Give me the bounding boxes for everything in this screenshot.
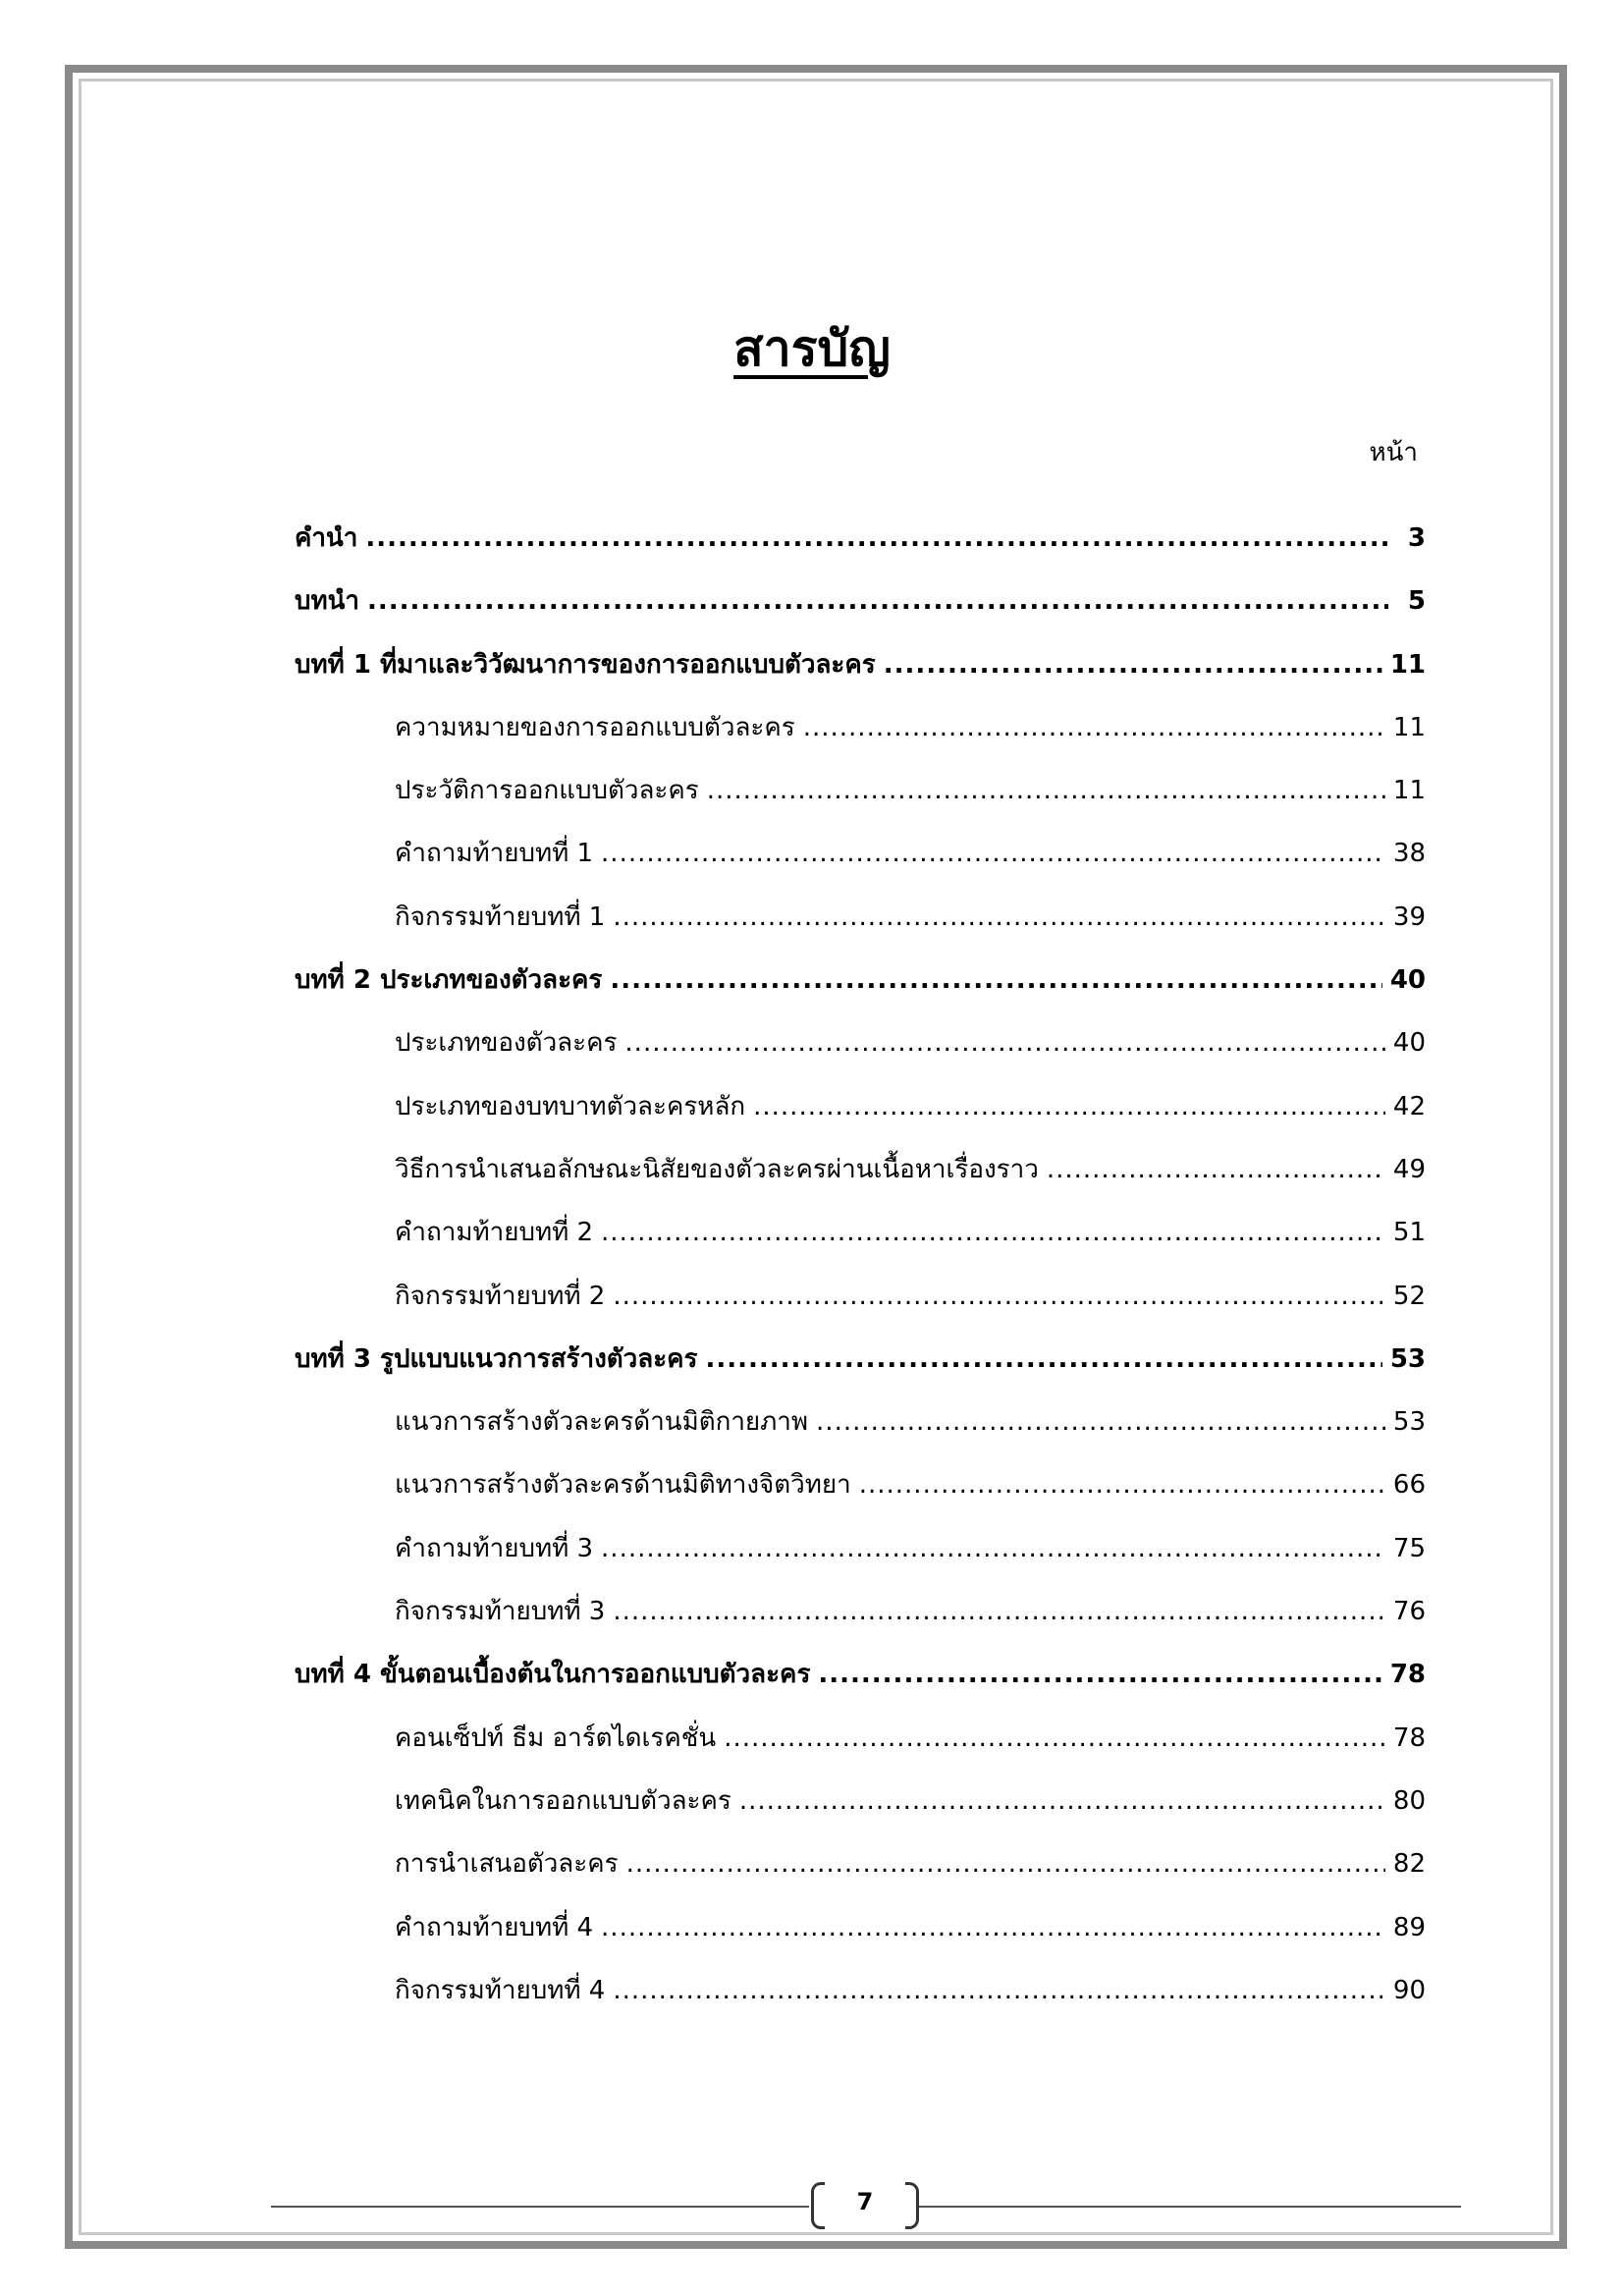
toc-section-entry — [295, 898, 1426, 960]
toc-dot-leader — [818, 1655, 1381, 1694]
toc-entry-label: แนวการสร้างตัวละครด้านมิติกายภาพ — [395, 1407, 809, 1438]
toc-entry-label: กิจกรรมท้ายบทที่ 1 — [395, 902, 606, 932]
footer-rule-right — [919, 2206, 1461, 2208]
toc-entry-label: คำถามท้ายบทที่ 4 — [395, 1912, 594, 1942]
toc-dot-leader — [884, 645, 1382, 684]
toc-entry-label: คำถามท้ายบทที่ 1 — [395, 839, 594, 869]
footer-rule-left — [271, 2206, 809, 2208]
toc-section-entry — [295, 1971, 1426, 2034]
toc-entry-label: คำถามท้ายบทที่ 2 — [395, 1218, 594, 1248]
toc-entry-label: คำนำ — [295, 523, 358, 553]
toc-dot-leader — [724, 1719, 1385, 1758]
toc-dot-leader — [613, 1971, 1385, 2010]
toc-entry-label: กิจกรรมท้ายบทที่ 4 — [395, 1975, 606, 2005]
toc-entry-page: 75 — [1392, 1533, 1426, 1563]
toc-entry-page: 42 — [1392, 1091, 1426, 1121]
toc-entry-page: 51 — [1392, 1218, 1426, 1248]
toc-dot-leader — [859, 1465, 1385, 1504]
toc-entry-label: บทที่ 2 ประเภทของตัวละคร — [295, 965, 603, 996]
toc-section-entry — [295, 1023, 1426, 1086]
toc-entry-label: บทที่ 3 รูปแบบแนวการสร้างตัวละคร — [295, 1343, 698, 1374]
toc-entry-label: กิจกรรมท้ายบทที่ 3 — [395, 1597, 606, 1627]
toc-section-entry — [295, 1150, 1426, 1213]
toc-dot-leader — [601, 1908, 1385, 1947]
toc-entry-page: 40 — [1392, 1028, 1426, 1059]
toc-entry-page: 38 — [1392, 839, 1426, 869]
page-column-label: หน้า — [1369, 438, 1418, 467]
toc-entry-page: 82 — [1392, 1849, 1426, 1880]
toc-entry-page: 11 — [1392, 776, 1426, 806]
toc-entry-label: ประวัติการออกแบบตัวละคร — [395, 776, 699, 806]
toc-entry-page: 11 — [1392, 712, 1426, 742]
page-title: สารบัญ — [733, 320, 891, 377]
toc-entry-page: 76 — [1392, 1597, 1426, 1627]
toc-entry-label: บทนำ — [295, 586, 360, 617]
toc-dot-leader — [613, 1277, 1385, 1316]
toc-chapter-entry — [295, 1655, 1426, 1718]
toc-dot-leader — [739, 1781, 1385, 1821]
toc-entry-page: 52 — [1392, 1281, 1426, 1311]
toc-entry-label: วิธีการนำเสนอลักษณะนิสัยของตัวละครผ่านเนื้อหาเรื่องราว — [395, 1154, 1039, 1184]
toc-chapter-entry — [295, 645, 1426, 708]
toc-section-entry — [295, 1277, 1426, 1339]
toc-entry-label: คำถามท้ายบทที่ 3 — [395, 1533, 594, 1563]
toc-entry-page: 53 — [1392, 1407, 1426, 1438]
toc-entry-page: 53 — [1389, 1343, 1426, 1374]
toc-dot-leader — [601, 1529, 1385, 1568]
toc-section-entry — [295, 1592, 1426, 1655]
toc-section-entry — [295, 1844, 1426, 1907]
table-of-contents — [295, 519, 1426, 2034]
toc-dot-leader — [753, 1087, 1385, 1126]
toc-entry-label: บทที่ 4 ขั้นตอนเบื้องต้นในการออกแบบตัวละคร — [295, 1660, 811, 1690]
toc-section-entry — [295, 834, 1426, 897]
toc-dot-leader — [803, 708, 1385, 747]
toc-section-entry — [295, 1087, 1426, 1150]
toc-section-entry — [295, 1402, 1426, 1465]
toc-section-entry — [295, 1213, 1426, 1276]
toc-entry-label: กิจกรรมท้ายบทที่ 2 — [395, 1281, 606, 1311]
toc-section-entry — [295, 1529, 1426, 1592]
toc-section-entry — [295, 1465, 1426, 1528]
toc-section-entry — [295, 771, 1426, 834]
toc-entry-page: 89 — [1392, 1912, 1426, 1942]
toc-dot-leader — [624, 1023, 1384, 1063]
toc-dot-leader — [706, 1339, 1382, 1379]
toc-chapter-entry — [295, 1339, 1426, 1402]
toc-entry-page: 90 — [1392, 1975, 1426, 2005]
toc-chapter-entry — [295, 581, 1426, 644]
page-number: 7 — [856, 2188, 874, 2215]
toc-entry-label: การนำเสนอตัวละคร — [395, 1849, 619, 1880]
toc-entry-page: 11 — [1389, 649, 1426, 680]
toc-entry-page: 40 — [1389, 965, 1426, 996]
toc-dot-leader — [1047, 1150, 1385, 1189]
toc-dot-leader — [365, 519, 1388, 558]
toc-entry-label: แนวการสร้างตัวละครด้านมิติทางจิตวิทยา — [395, 1470, 851, 1501]
footer-bracket-left — [811, 2182, 825, 2229]
toc-entry-label: บทที่ 1 ที่มาและวิวัฒนาการของการออกแบบตัวละคร — [295, 649, 876, 680]
toc-dot-leader — [601, 834, 1385, 873]
toc-dot-leader — [367, 581, 1388, 621]
toc-dot-leader — [816, 1402, 1385, 1442]
toc-section-entry — [295, 1781, 1426, 1844]
toc-section-entry — [295, 1908, 1426, 1971]
toc-entry-page: 5 — [1407, 586, 1426, 617]
toc-entry-page: 80 — [1392, 1785, 1426, 1816]
toc-section-entry — [295, 1719, 1426, 1781]
toc-dot-leader — [613, 898, 1385, 937]
footer-bracket-right — [905, 2182, 919, 2229]
toc-section-entry — [295, 708, 1426, 771]
toc-dot-leader — [601, 1213, 1385, 1252]
toc-entry-page: 49 — [1392, 1154, 1426, 1184]
toc-entry-page: 3 — [1407, 523, 1426, 553]
toc-entry-label: เทคนิคในการออกแบบตัวละคร — [395, 1785, 731, 1816]
toc-entry-page: 78 — [1389, 1660, 1426, 1690]
toc-entry-label: ความหมายของการออกแบบตัวละคร — [395, 712, 795, 742]
toc-entry-label: ประเภทของตัวละคร — [395, 1028, 618, 1059]
toc-chapter-entry — [295, 960, 1426, 1023]
toc-entry-label: คอนเซ็ปท์ ธีม อาร์ตไดเรคชั่น — [395, 1722, 717, 1753]
toc-dot-leader — [610, 960, 1381, 1000]
toc-dot-leader — [626, 1844, 1385, 1884]
toc-chapter-entry — [295, 519, 1426, 581]
toc-entry-page: 39 — [1392, 902, 1426, 932]
toc-dot-leader — [613, 1592, 1385, 1631]
toc-dot-leader — [707, 771, 1385, 810]
toc-entry-label: ประเภทของบทบาทตัวละครหลัก — [395, 1091, 746, 1121]
toc-entry-page: 66 — [1392, 1470, 1426, 1501]
toc-entry-page: 78 — [1392, 1722, 1426, 1753]
